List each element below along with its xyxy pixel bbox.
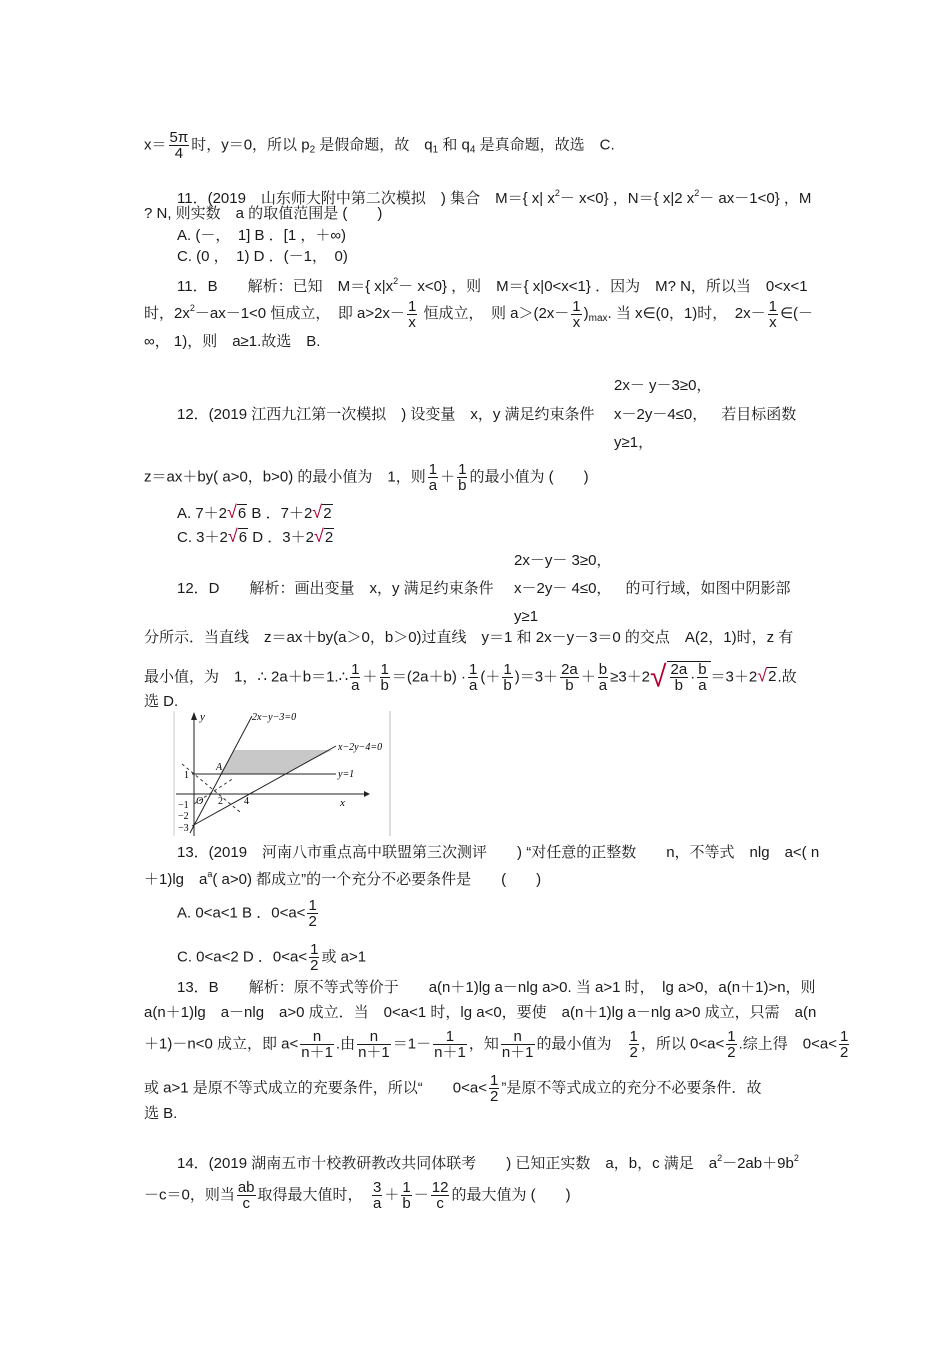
sqrt-sign: √ xyxy=(227,526,238,546)
origin-label: O xyxy=(196,796,204,807)
q13-solution-line2: a(n＋1)lg a－nlg a>0 成立．当 0<a<1 时，lg a<0，要使 a(n＋1)lg a－nlg a>0 成立，只需 a(n xyxy=(144,1004,817,1021)
label-line1: 2x−y−3=0 xyxy=(252,712,297,723)
fraction: $\frac{12}{c}$ xyxy=(431,1179,449,1212)
fraction: $\frac{1}{x}$ xyxy=(768,297,777,331)
sqrt-sign: √ xyxy=(313,526,324,546)
q13-stem-line2: ＋1)lg $a^a$( a>0) 都成立”的一个充分不必要条件是 ( ) xyxy=(144,869,542,888)
q12-solution-line3: 最小值，为 1，∴ 2a＋b＝1.∴ $\frac{1}{a}$ ＋ $\frac{1}{b}$ ＝(2a＋b) · $\frac{1}{a}$ (＋ $\frac{1}{b}$ )＝3＋ $\frac{2a}{b}$ ＋ $\frac{b}{a}$ ≥3＋2√ $\frac{2a}{b}$ · $\frac{b}{a}$ ＝3＋2√2.故 xyxy=(144,660,797,694)
q12-sol-constraint-3: y≥1 xyxy=(514,608,539,625)
q11-solution-line2: 时，$2x^2-ax-1<0$ 恒成立， 即 a>2x－ $\frac{1}{x}$ 恒成立， 则 a＞(2x－ $\frac{1}{x}$ )$_{max}$. 当 x∈(0，1)时， 2x－ $\frac{1}{x}$ ∈(－ xyxy=(144,297,814,331)
q13-stem-line1: 13．(2019 河南八市重点高中联盟第三次测评 ) “对任意的正整数 n，不等式 nlg a<( n xyxy=(177,844,820,861)
q11-stem-line2: ? N, 则实数 a 的取值范围是 ( ) xyxy=(144,205,383,222)
q11-solution-line3: ∞， 1)，则 a≥1.故选 B. xyxy=(144,333,321,350)
q11-stem-line1: 11．(2019 山东师大附中第二次模拟 ) 集合 M＝{ x| $x^2- x<0$} ，N＝{ x|2 $x^2- ax-1<0$} ，M xyxy=(177,188,812,207)
q12-stem-line1: 12．(2019 江西九江第一次模拟 ) 设变量 x，y 满足约束条件 xyxy=(177,406,595,423)
tick-label: 1 xyxy=(184,770,189,781)
q13-option-cd: C. 0<a<2 D ．0<a< $\frac{1}{2}$ 或 a>1 xyxy=(177,941,367,974)
fraction: $\frac{1}{2}$ xyxy=(308,897,317,930)
q11-option-ab: A. (－， 1] B ．[1 ，＋∞) xyxy=(177,227,347,244)
q12-option-cd: C. 3＋2√6 D ．3＋2√2 xyxy=(177,526,334,546)
q12-sol-constraint-1: 2x－y－ 3≥0， xyxy=(514,552,612,569)
fraction: $\frac{1}{x}$ xyxy=(572,297,581,331)
fraction: $\frac{5\pi}{4}$ xyxy=(169,129,189,162)
tick-label: −2 xyxy=(178,811,189,822)
fraction: $\frac{n}{n+1}$ xyxy=(358,1028,390,1061)
q12-stem-line2: z＝ax＋by( a>0，b>0) 的最小值为 1，则 $\frac{1}{a}$ ＋ $\frac{1}{b}$ 的最小值为 ( ) xyxy=(144,461,589,494)
tick-label: 4 xyxy=(244,796,249,807)
fraction: $\frac{b}{a}$ xyxy=(698,661,707,694)
q13-solution-line5: 选 B. xyxy=(144,1105,178,1122)
label-line3: y=1 xyxy=(338,769,355,780)
fraction: $\frac{2a}{b}$ xyxy=(670,661,688,694)
q12-solution-line4: 选 D. xyxy=(144,693,179,710)
feasible-region-figure xyxy=(172,708,396,838)
q13-option-ab: A. 0<a<1 B ．0<a< $\frac{1}{2}$ xyxy=(177,897,317,930)
q14-stem-line1: 14．(2019 湖南五市十校教研教改共同体联考 ) 已知正实数 a，b，c 满足 $a^2-2ab+9b^2$ xyxy=(177,1153,799,1172)
q12-constraint-1: 2x－ y－3≥0， xyxy=(614,377,712,394)
q13-solution-line4: 或 a>1 是原不等式成立的充要条件，所以“ 0<a< $\frac{1}{2}$ ”是原不等式成立的充分不必要条件．故 xyxy=(144,1072,762,1105)
label-line2: x−2y−4=0 xyxy=(338,742,383,753)
q12-constraint-3: y≥1， xyxy=(614,434,654,451)
fraction: $\frac{b}{a}$ xyxy=(598,661,608,694)
fraction: $\frac{1}{2}$ xyxy=(727,1028,736,1061)
q13-solution-line1: 13．B 解析：原不等式等价于 a(n＋1)lg a－nlg a>0. 当 a>1 时， lg a>0，a(n＋1)>n，则 xyxy=(177,979,816,996)
tick-label: −1 xyxy=(178,800,189,811)
fraction: $\frac{1}{a}$ xyxy=(469,661,478,694)
q12-constraint-2: x－2y－4≤0， 若目标函数 xyxy=(614,406,797,423)
q11-option-cd: C. (0 ， 1) D ．(－1， 0) xyxy=(177,248,348,265)
point-a-label: A xyxy=(216,762,223,773)
fraction: $\frac{1}{n+1}$ xyxy=(434,1028,466,1061)
fraction: $\frac{1}{x}$ xyxy=(407,297,417,331)
q13-solution-line3: ＋1)－n<0 成立，即 a< $\frac{n}{n+1}$ .由 $\frac{n}{n+1}$ ＝1－ $\frac{1}{n+1}$ ，知 $\frac{n}{n+1}$ 的最小值为 $\frac{1}{2}$ ，所以 0<a< $\frac{1}{2}$ .综上得 0<a< $\frac{1}{2}$ xyxy=(144,1028,849,1061)
tick-label: 2 xyxy=(218,796,223,807)
fraction: $\frac{1}{a}$ xyxy=(428,461,438,494)
y-axis-arrow xyxy=(191,712,197,720)
x-axis-label: x xyxy=(340,797,345,809)
tick-label: −3 xyxy=(178,823,189,834)
sqrt-sign: √ xyxy=(650,660,667,694)
fraction: $\frac{3}{a}$ xyxy=(373,1179,382,1212)
q14-stem-line2: －c＝0，则当 $\frac{ab}{c}$ 取得最大值时， $\frac{3}{a}$ ＋ $\frac{1}{b}$ － $\frac{12}{c}$ 的最大值为 ( ) xyxy=(144,1179,571,1212)
sqrt-sign: √ xyxy=(757,665,768,686)
top-conclusion-line: x＝ $\frac{5\pi}{4}$ 时，y＝0，所以 $p_2$ 是假命题，故 $q_1$ 和 $q_4$ 是真命题，故选 C. xyxy=(144,129,615,162)
shaded-region xyxy=(220,750,332,774)
fraction: $\frac{1}{2}$ xyxy=(839,1028,849,1061)
fraction: $\frac{n}{n+1}$ xyxy=(301,1028,333,1061)
sqrt-sign: √ xyxy=(312,502,323,522)
fraction: $\frac{n}{n+1}$ xyxy=(501,1028,534,1061)
q12-sol-constraint-2: x－2y－ 4≤0， 的可行域，如图中阴影部 xyxy=(514,580,791,597)
fraction: $\frac{2a}{b}$ xyxy=(561,661,578,694)
q12-solution-line2: 分所示．当直线 z＝ax＋by(a＞0，b＞0)过直线 y＝1 和 2x－y－3＝0 的交点 A(2，1)时，z 有 xyxy=(144,629,794,646)
q12-solution-line1: 12．D 解析：画出变量 x，y 满足约束条件 xyxy=(177,580,494,597)
q11-solution-line1: 11．B 解析：已知 M＝{ $x|x^2- x<0$} ，则 M＝{ x|0<x<1} ．因为 M? N，所以当 0<x<1 xyxy=(177,276,808,295)
fraction: $\frac{1}{2}$ xyxy=(310,941,319,974)
fraction: $\frac{1}{b}$ xyxy=(380,661,389,694)
fraction: $\frac{1}{2}$ xyxy=(629,1028,638,1061)
fraction: $\frac{ab}{c}$ xyxy=(237,1179,255,1212)
fraction: $\frac{1}{2}$ xyxy=(489,1072,499,1105)
fraction: $\frac{1}{b}$ xyxy=(503,661,512,694)
q12-option-ab: A. 7＋2√6 B ．7＋2√2 xyxy=(177,502,332,522)
x-axis-arrow xyxy=(364,791,370,797)
sqrt-sign: √ xyxy=(227,502,237,522)
fraction: $\frac{1}{a}$ xyxy=(351,661,360,694)
fraction: $\frac{1}{b}$ xyxy=(458,461,467,494)
fraction: $\frac{1}{b}$ xyxy=(402,1179,411,1212)
y-axis-label: y xyxy=(200,711,205,723)
